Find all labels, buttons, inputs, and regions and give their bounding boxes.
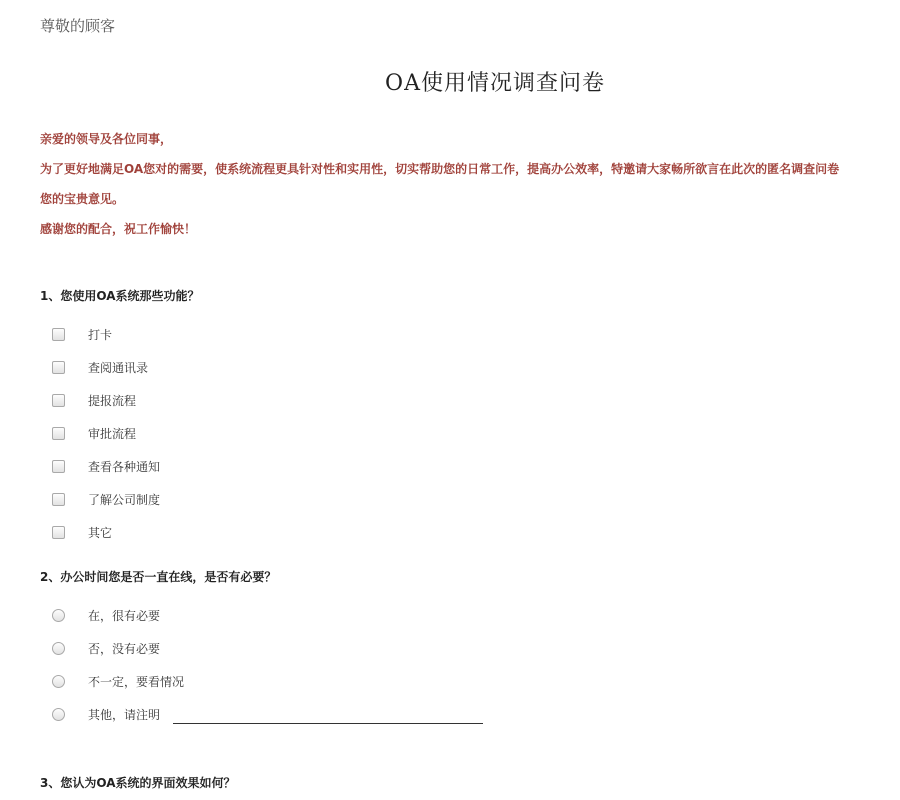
option-label: 了解公司制度: [88, 493, 161, 507]
option-item[interactable]: [0, 417, 900, 450]
checkbox[interactable]: [52, 493, 65, 506]
option-label: 打卡: [88, 328, 113, 342]
option-item[interactable]: [0, 384, 900, 417]
option-label: 查阅通讯录: [88, 361, 149, 375]
option-item[interactable]: [0, 351, 900, 384]
option-item[interactable]: [0, 599, 900, 632]
option-label: 其他，请注明: [88, 708, 161, 722]
checkbox[interactable]: [52, 427, 65, 440]
option-item[interactable]: [0, 318, 900, 351]
option-item[interactable]: [0, 632, 900, 665]
question-2-title: 2、办公时间您是否一直在线，是否有必要？: [40, 570, 277, 584]
radio-button[interactable]: [52, 675, 65, 688]
checkbox[interactable]: [52, 394, 65, 407]
option-label: 不一定，要看情况: [88, 675, 185, 689]
intro-thanks: 感谢您的配合，祝工作愉快！: [40, 222, 197, 236]
greeting-text: 尊敬的顾客: [40, 17, 116, 35]
question-1-options: [0, 318, 900, 549]
survey-title: OA使用情况调查问卷: [385, 71, 605, 96]
option-item[interactable]: [0, 483, 900, 516]
option-label: 其它: [88, 526, 113, 540]
other-specify-input[interactable]: [173, 702, 483, 724]
option-label: 否，没有必要: [88, 642, 161, 656]
checkbox[interactable]: [52, 328, 65, 341]
option-item[interactable]: [0, 698, 900, 731]
radio-button[interactable]: [52, 609, 65, 622]
option-label: 提报流程: [88, 394, 137, 408]
radio-button[interactable]: [52, 708, 65, 721]
question-1-title: 1、您使用OA系统那些功能？: [40, 289, 200, 303]
intro-body-continued: 您的宝贵意见。: [40, 192, 125, 206]
question-2-options: [0, 599, 900, 731]
checkbox[interactable]: [52, 460, 65, 473]
option-label: 查看各种通知: [88, 460, 161, 474]
option-label: 在，很有必要: [88, 609, 161, 623]
checkbox[interactable]: [52, 361, 65, 374]
radio-button[interactable]: [52, 642, 65, 655]
checkbox[interactable]: [52, 526, 65, 539]
option-item[interactable]: [0, 450, 900, 483]
option-label: 审批流程: [88, 427, 137, 441]
option-item[interactable]: [0, 516, 900, 549]
option-item[interactable]: [0, 665, 900, 698]
intro-body: 为了更好地满足OA您对的需要，使系统流程更具针对性和实用性，切实帮助您的日常工作，提高办公效率，特邀请大家畅所欲言在此次的匿名调查问卷: [40, 162, 840, 176]
intro-salutation: 亲爱的领导及各位同事，: [40, 132, 173, 146]
question-3-title: 3、您认为OA系统的界面效果如何？: [40, 776, 236, 790]
intro-block: [40, 124, 900, 244]
